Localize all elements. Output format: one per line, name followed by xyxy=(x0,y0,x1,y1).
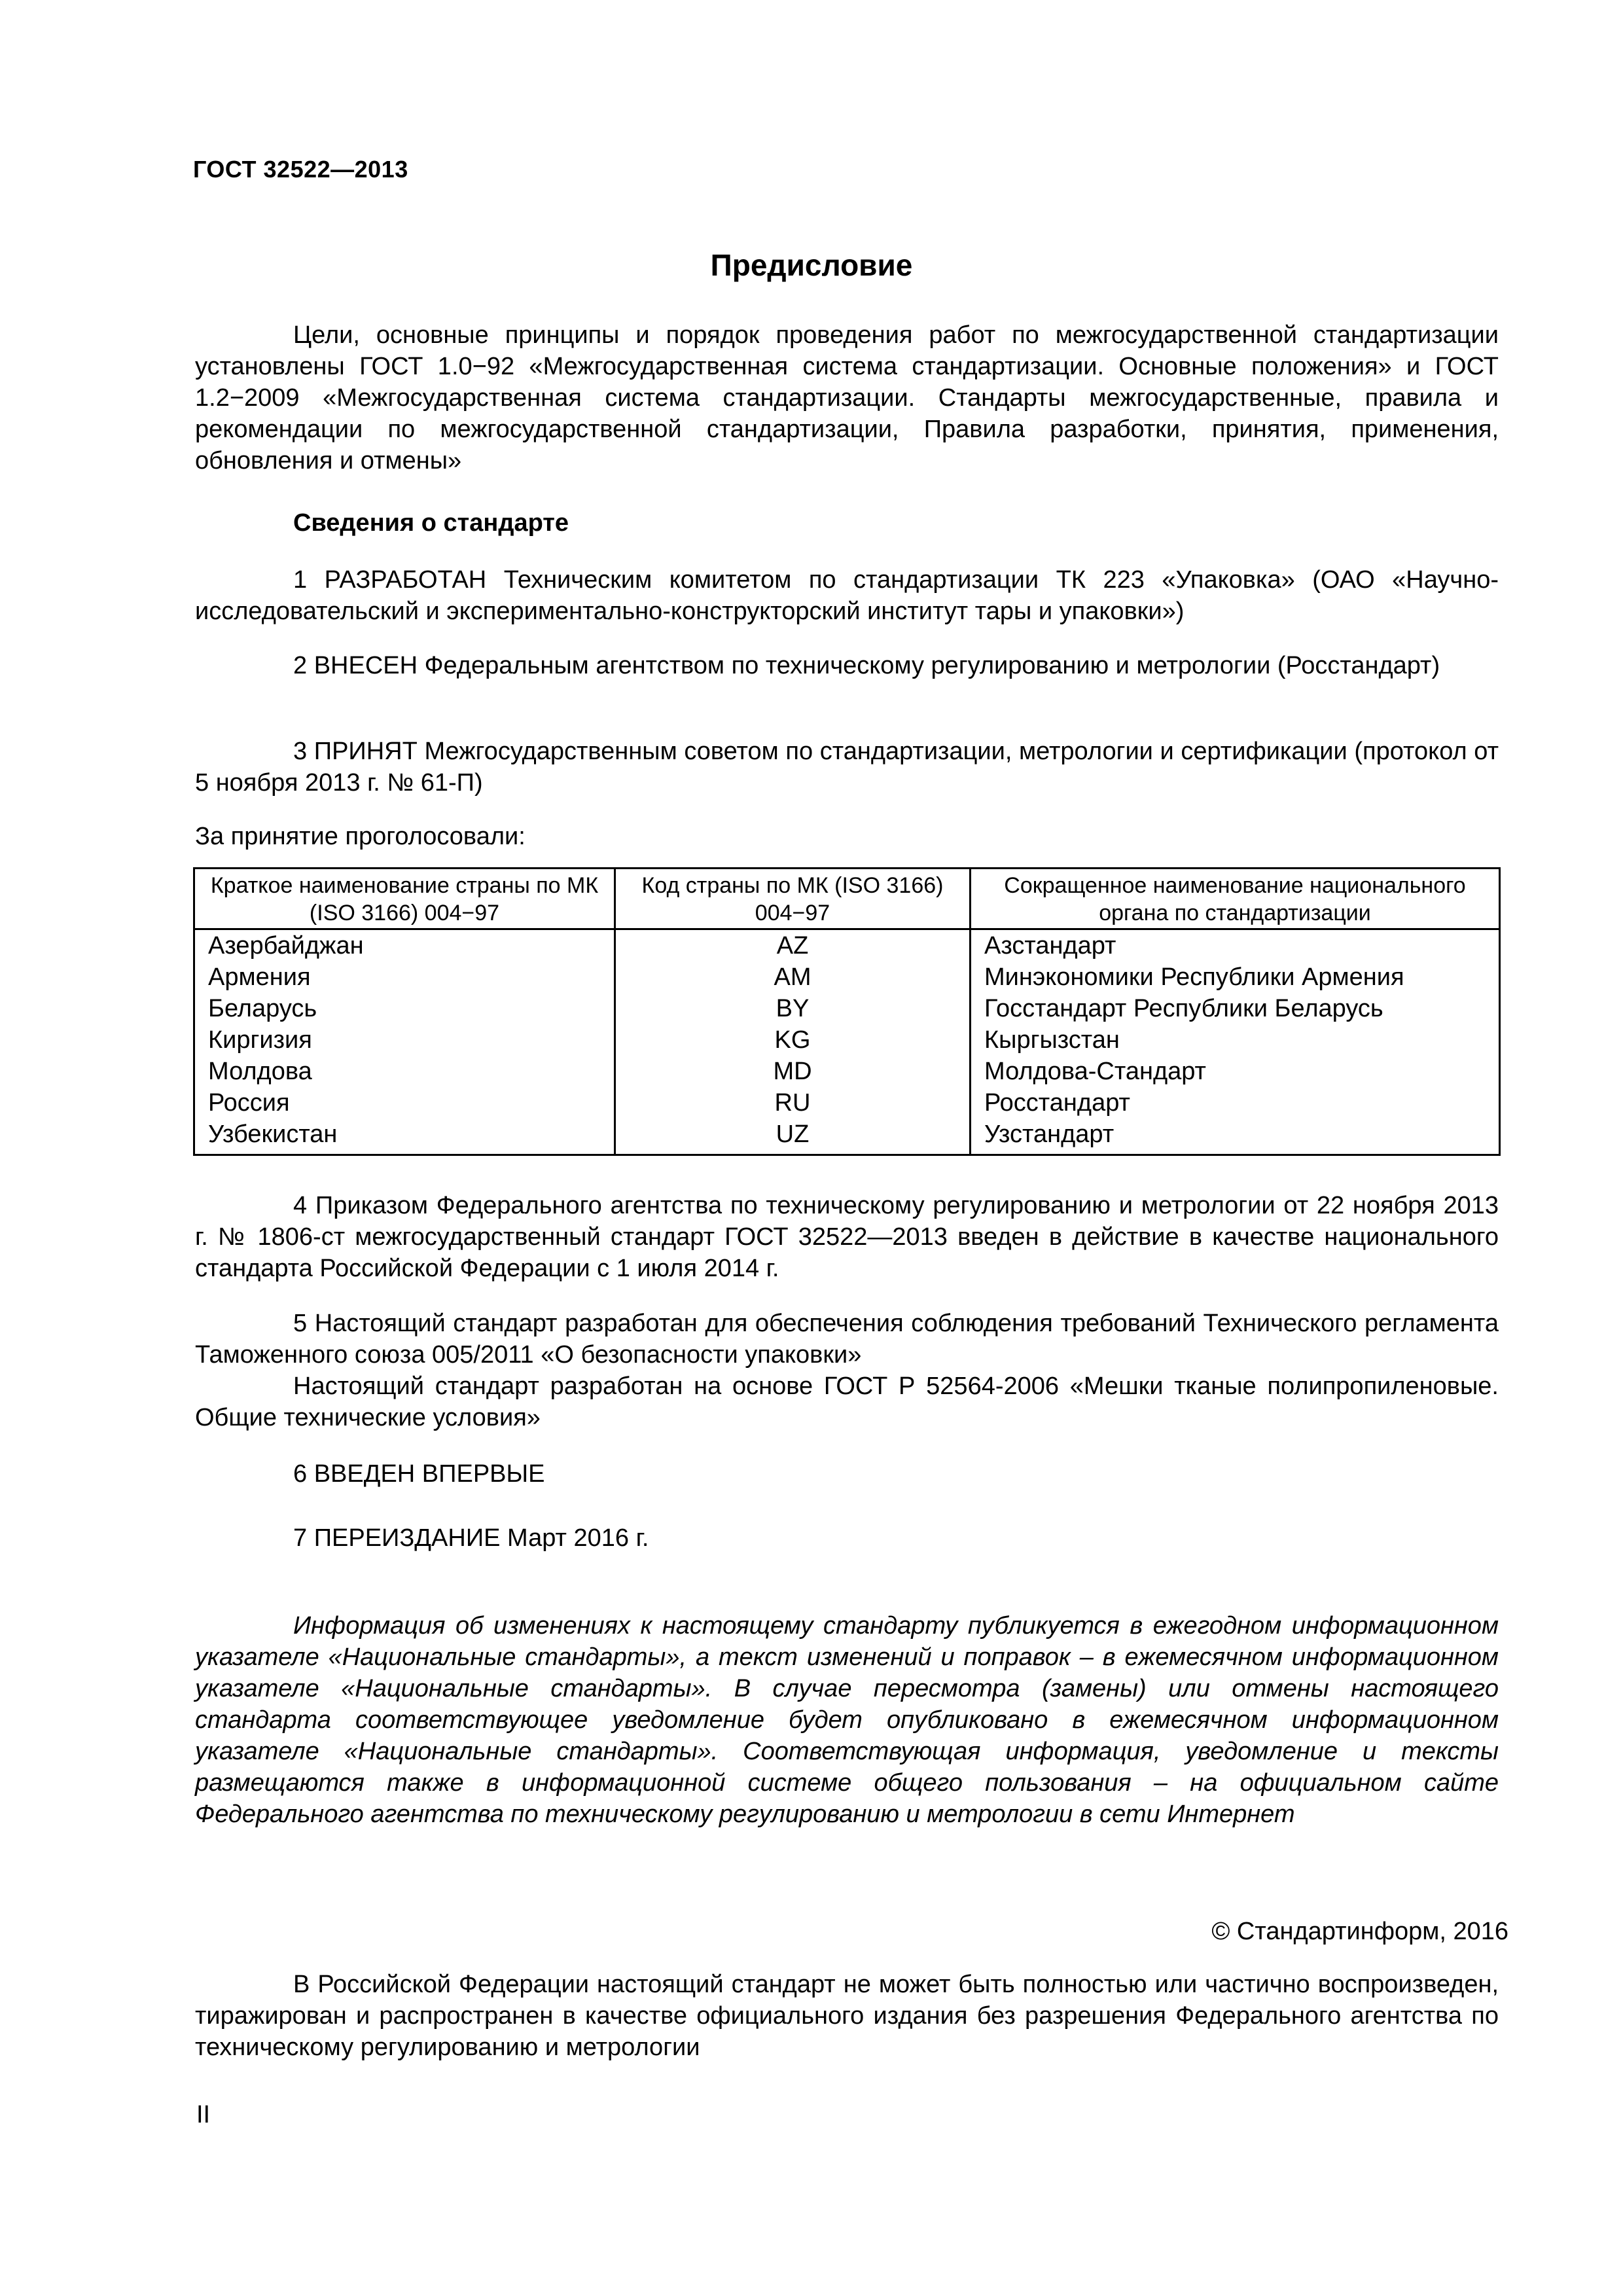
code-cell: BY xyxy=(615,993,971,1024)
item-6-first-introduced: 6 ВВЕДЕН ВПЕРВЫЕ xyxy=(293,1460,545,1488)
country-cell: Россия xyxy=(194,1087,615,1119)
agency-cell: Госстандарт Республики Беларусь xyxy=(971,993,1500,1024)
table-header-row xyxy=(194,869,1500,929)
item-2-submitted: 2 ВНЕСЕН Федеральным агентством по техническому регулированию и метрологии (Росстандарт) xyxy=(293,652,1440,679)
item-7-reissue: 7 ПЕРЕИЗДАНИЕ Март 2016 г. xyxy=(293,1524,649,1552)
page-number: II xyxy=(196,2101,211,2128)
table-row xyxy=(194,1087,1500,1119)
vote-label: За принятие проголосовали: xyxy=(195,823,526,850)
item-5-basis: Настоящий стандарт разработан на основе ГОСТ Р 52564-2006 «Мешки тканые полипропиленовые. Общие технические условия» xyxy=(195,1372,1499,1431)
country-cell: Азербайджан xyxy=(194,929,615,962)
table-row xyxy=(194,1056,1500,1087)
column-header-country: Краткое наименование страны по МК (ISO 3166) 004−97 xyxy=(194,869,615,929)
country-cell: Беларусь xyxy=(194,993,615,1024)
code-cell: AM xyxy=(615,961,971,993)
code-cell: KG xyxy=(615,1024,971,1056)
agency-cell: Азстандарт xyxy=(971,929,1500,962)
country-cell: Киргизия xyxy=(194,1024,615,1056)
table-row xyxy=(194,929,1500,962)
agency-cell: Минэкономики Республики Армения xyxy=(971,961,1500,993)
code-cell: MD xyxy=(615,1056,971,1087)
amendments-info-paragraph: Информация об изменениях к настоящему стандарту публикуется в ежегодном информационном указателе «Национальные стандарты», а текст изменений и поправок – в ежемесячном информационном указателе «Национальные стандарты». В случае пересмотра (замены) или отмены настоящего стандарта соответствующее уведомление будет опубликовано в ежемесячном информационном указателе «Национальные стандарты». Соответствующая информация, уведомление и тексты размещаются также в информационной системе общего пользования – на официальном сайте Федерального агентства по техническому регулированию и метрологии в сети Интернет xyxy=(195,1612,1499,1828)
table-row xyxy=(194,961,1500,993)
item-5-purpose: 5 Настоящий стандарт разработан для обеспечения соблюдения требований Технического регламента Таможенного союза 005/2011 «О безопасности упаковки» xyxy=(195,1310,1499,1369)
item-4-order: 4 Приказом Федерального агентства по техническому регулированию и метрологии от 22 ноября 2013 г. № 1806-ст межгосударственный стандарт ГОСТ 32522—2013 введен в действие в качестве национального стандарта Российской Федерации с 1 июля 2014 г. xyxy=(195,1192,1499,1282)
item-3-adopted: 3 ПРИНЯТ Межгосударственным советом по стандартизации, метрологии и сертификации (протокол от 5 ноября 2013 г. № 61-П) xyxy=(195,738,1499,797)
rights-paragraph: В Российской Федерации настоящий стандарт не может быть полностью или частично воспроизведен, тиражирован и распространен в качестве официального издания без разрешения Федерального агентства по техническому регулированию и метрологии xyxy=(195,1971,1499,2061)
table-row xyxy=(194,993,1500,1024)
item-1-developed: 1 РАЗРАБОТАН Техническим комитетом по стандартизации ТК 223 «Упаковка» (ОАО «Научно-исследовательский и экспериментально-конструкторский институт тары и упаковки») xyxy=(195,566,1499,625)
page-title: Предисловие xyxy=(710,248,913,282)
code-cell: UZ xyxy=(615,1119,971,1155)
agency-cell: Молдова-Стандарт xyxy=(971,1056,1500,1087)
intro-paragraph: Цели, основные принципы и порядок проведения работ по межгосударственной стандартизации установлены ГОСТ 1.0−92 «Межгосударственная система стандартизации. Основные положения» и ГОСТ 1.2−2009 «Межгосударственная система стандартизации. Стандарты межгосударственные, правила и рекомендации по межгосударственной стандартизации, Правила разработки, принятия, применения, обновления и отмены» xyxy=(195,321,1499,475)
agency-cell: Кыргызстан xyxy=(971,1024,1500,1056)
country-cell: Молдова xyxy=(194,1056,615,1087)
country-cell: Армения xyxy=(194,961,615,993)
code-cell: RU xyxy=(615,1087,971,1119)
copyright-notice: © Стандартинформ, 2016 xyxy=(1211,1918,1508,1945)
table-row xyxy=(194,1119,1500,1155)
code-cell: AZ xyxy=(615,929,971,962)
voting-countries-table xyxy=(193,867,1501,1156)
agency-cell: Росстандарт xyxy=(971,1087,1500,1119)
table-row xyxy=(194,1024,1500,1056)
info-heading: Сведения о стандарте xyxy=(293,509,569,537)
country-cell: Узбекистан xyxy=(194,1119,615,1155)
column-header-agency: Сокращенное наименование национального органа по стандартизации xyxy=(971,869,1500,929)
column-header-code: Код страны по МК (ISO 3166) 004−97 xyxy=(615,869,971,929)
agency-cell: Узстандарт xyxy=(971,1119,1500,1155)
document-header: ГОСТ 32522—2013 xyxy=(193,156,408,183)
